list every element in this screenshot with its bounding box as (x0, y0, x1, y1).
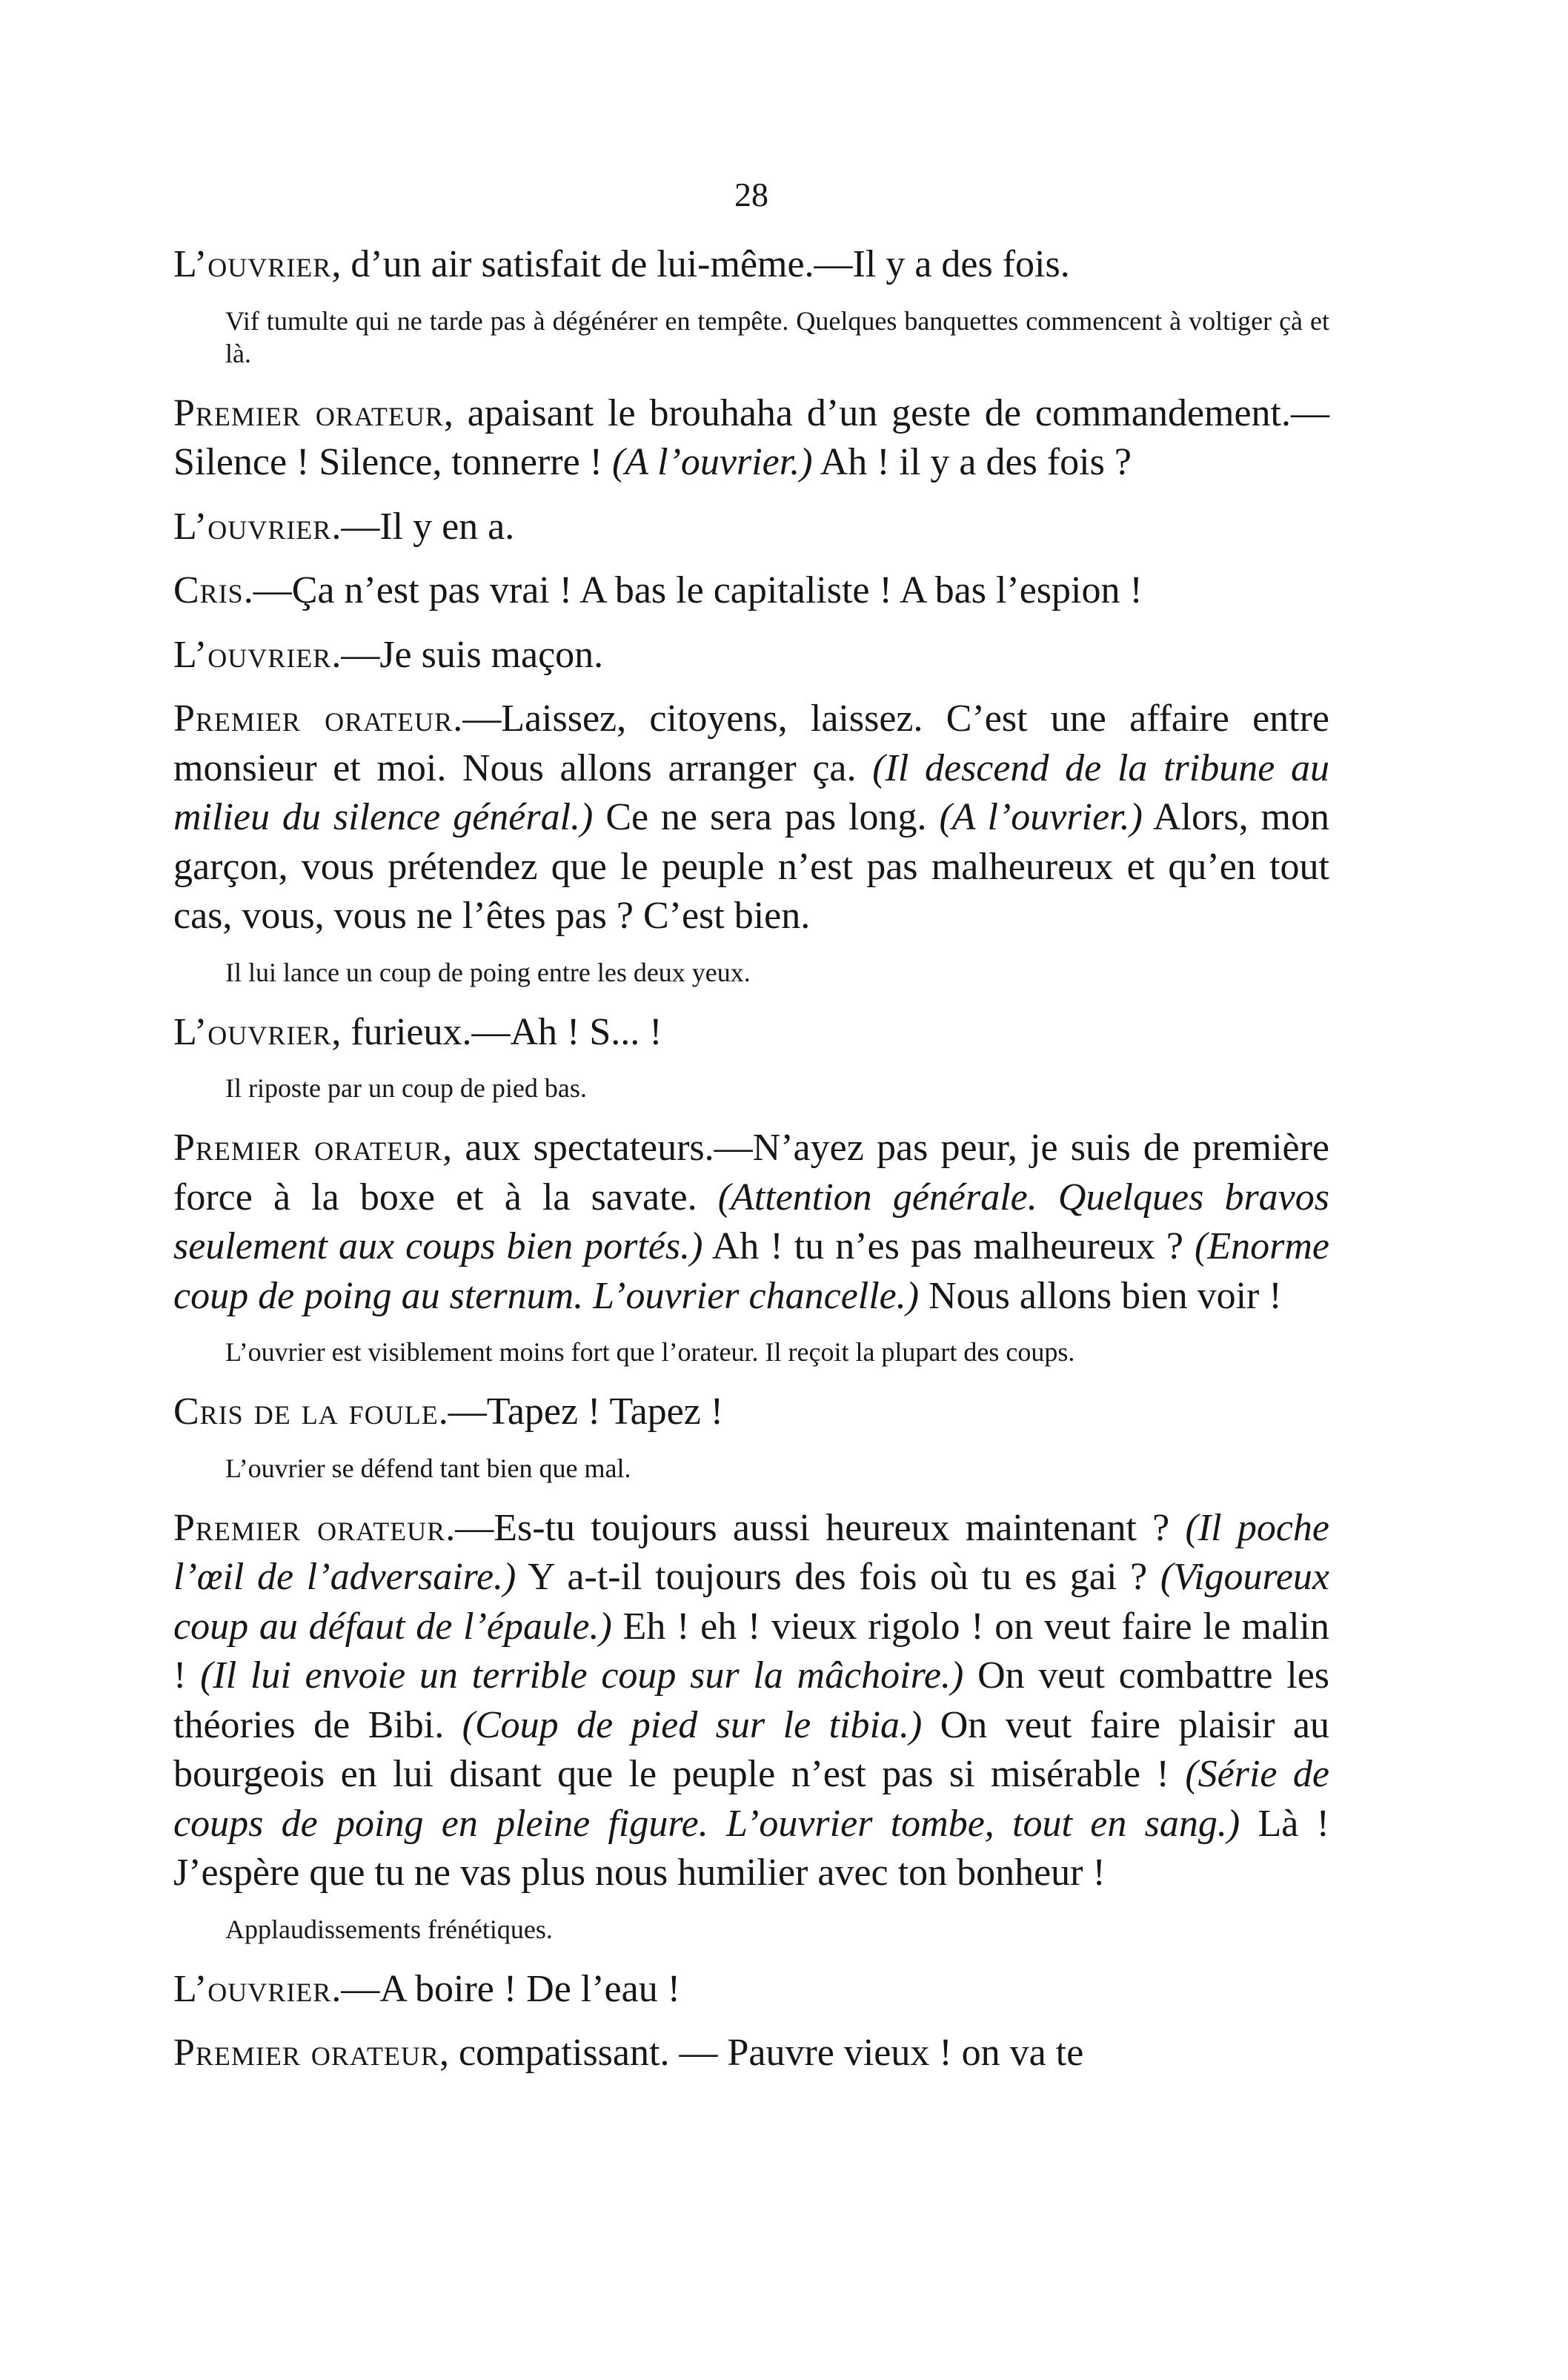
speech-text: , furieux.—Ah ! S... ! (331, 1010, 662, 1053)
dialogue-line (173, 389, 1329, 488)
dialogue-line (173, 1965, 1329, 2015)
page-body (173, 240, 1329, 2078)
page-number: 28 (734, 176, 768, 213)
stage-direction (225, 305, 1329, 370)
stage-aside: (A l’ouvrier.) (611, 441, 813, 483)
stage-aside: (Il poche l’œil de l’adversaire.) (173, 1506, 1329, 1598)
speaker-name: Cris de la foule (173, 1390, 439, 1433)
stage-direction-text: Il lui lance un coup de poing entre les deux yeux. (225, 957, 751, 987)
dialogue-line (173, 240, 1329, 290)
stage-direction (225, 956, 1329, 989)
dialogue-line (173, 503, 1329, 552)
speech-text: , apaisant le brouhaha d’un geste de commandement.—Silence ! Silence, tonnerre ! (173, 391, 1329, 483)
speech-text: , d’un air satisfait de lui-même.—Il y a des fois. (331, 243, 1070, 285)
dialogue-line (173, 631, 1329, 680)
stage-aside: (Série de coups de poing en pleine figure. L’ouvrier tombe, tout en sang.) (173, 1753, 1329, 1845)
speech-text: .—Ça n’est pas vrai ! A bas le capitaliste ! A bas l’espion ! (243, 569, 1143, 611)
speaker-name: L’ouvrier (173, 1967, 332, 2010)
speech-text: Eh ! eh ! vieux rigolo ! on veut faire le malin ! (173, 1605, 1330, 1697)
speaker-name: Premier orateur (173, 1127, 443, 1169)
speaker-name: Premier orateur (173, 391, 444, 434)
stage-aside: (Attention générale. Quelques bravos seulement aux coups bien portés.) (173, 1176, 1329, 1267)
speech-text: Ce ne sera pas long. (593, 796, 940, 838)
stage-direction-text: L’ouvrier est visiblement moins fort que l’orateur. Il reçoit la plupart des coups. (225, 1337, 1075, 1367)
speaker-name: L’ouvrier (173, 1010, 332, 1053)
speech-text: .—Je suis maçon. (331, 633, 604, 676)
stage-aside: (Il lui envoie un terrible coup sur la mâchoire.) (200, 1654, 964, 1697)
stage-aside: (Vigoureux coup au défaut de l’épaule.) (173, 1556, 1329, 1648)
stage-direction (225, 1336, 1329, 1368)
stage-aside: (A l’ouvrier.) (939, 796, 1143, 838)
speaker-name: Premier orateur (173, 1506, 446, 1549)
book-page (173, 178, 1329, 2093)
stage-aside: (Coup de pied sur le tibia.) (462, 1703, 923, 1746)
stage-direction-text: Applaudissements frénétiques. (225, 1914, 553, 1944)
speech-text: .—Es-tu toujours aussi heureux maintenant ? (445, 1506, 1186, 1549)
dialogue-line (173, 695, 1329, 941)
speech-text: .—A boire ! De l’eau ! (331, 1967, 681, 2010)
stage-direction-text: Il riposte par un coup de pied bas. (225, 1073, 587, 1103)
speaker-name: Premier orateur (173, 2032, 439, 2074)
speech-text: Nous allons bien voir ! (919, 1274, 1282, 1317)
speech-text: .—Tapez ! Tapez ! (438, 1390, 724, 1433)
speech-text: .—Il y en a. (331, 505, 515, 548)
dialogue-line (173, 1504, 1329, 1898)
stage-aside: (Il descend de la tribune au milieu du silence général.) (173, 746, 1329, 838)
dialogue-line (173, 566, 1329, 616)
speech-text: Ah ! il y a des fois ? (812, 441, 1132, 483)
speech-text: On veut faire plaisir au bourgeois en lui disant que le peuple n’est pas si misérable ! (173, 1703, 1329, 1795)
speaker-name: Cris (173, 569, 244, 611)
speech-text: Ah ! tu n’es pas malheureux ? (702, 1225, 1195, 1267)
dialogue-line (173, 1008, 1329, 1058)
speaker-name: L’ouvrier (173, 633, 332, 676)
speech-text: On veut combattre les théories de Bibi. (173, 1654, 1330, 1746)
speech-text: , compatissant. — Pauvre vieux ! on va te (439, 2032, 1084, 2074)
speaker-name: Premier orateur (173, 697, 454, 740)
dialogue-line (173, 2029, 1329, 2078)
speech-text: , aux spectateurs.—N’ayez pas peur, je suis de première force à la boxe et à la savate. (173, 1127, 1329, 1219)
stage-aside: (Enorme coup de poing au sternum. L’ouvrier chancelle.) (173, 1225, 1329, 1317)
dialogue-line (173, 1124, 1329, 1321)
speaker-name: L’ouvrier (173, 505, 332, 548)
speech-text: Y a-t-il toujours des fois où tu es gai ? (516, 1556, 1160, 1598)
stage-direction (225, 1452, 1329, 1485)
speaker-name: L’ouvrier (173, 243, 332, 285)
speech-text: Alors, mon garçon, vous prétendez que le peuple n’est pas malheureux et qu’en tout cas, vous, vous ne l’êtes pas ? C’est bien. (173, 796, 1329, 937)
stage-direction-text: L’ouvrier se défend tant bien que mal. (225, 1453, 631, 1483)
speech-text: .—Laissez, citoyens, laissez. C’est une affaire entre monsieur et moi. Nous allons arranger ça. (173, 697, 1329, 789)
stage-direction (225, 1913, 1329, 1946)
speech-text: Là ! J’espère que tu ne vas plus nous humilier avec ton bonheur ! (173, 1802, 1329, 1894)
dialogue-line (173, 1388, 1329, 1437)
stage-direction (225, 1072, 1329, 1104)
stage-direction-text: Vif tumulte qui ne tarde pas à dégénérer en tempête. Quelques banquettes commencent à voltiger çà et là. (225, 305, 1329, 368)
